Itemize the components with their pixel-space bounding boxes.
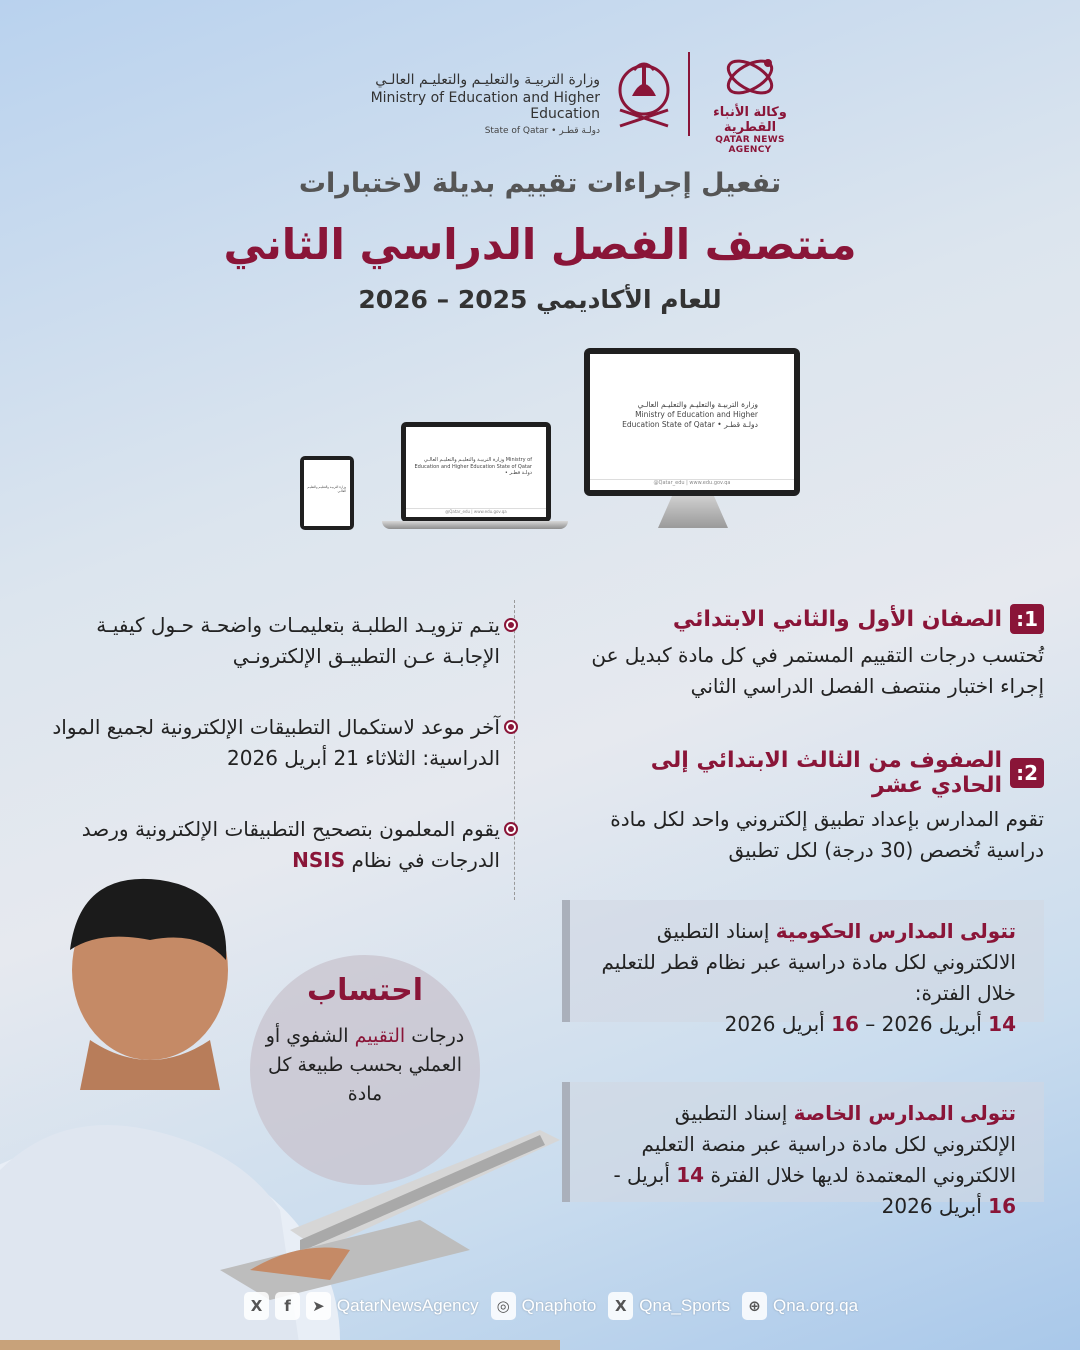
circle-pre: درجات [411, 1025, 465, 1047]
header [300, 48, 820, 155]
bullet-text-1: يتـم تزويـد الطلبـة بتعليمـات واضحـة حـول كيفيـة الإجابـة عـن التطبيـق الإلكترونـي [96, 613, 500, 668]
section-body-2: تقوم المدارس بإعداد تطبيق إلكتروني واحد لكل مادة دراسية تُخصص (30 درجة) لكل تطبيق [610, 807, 1044, 862]
tablet-screen-text: وزارة التربيـة والتعليـم والتعليـم العالـي [307, 485, 346, 493]
nsis-label: NSIS [292, 848, 346, 872]
box1-text: إسناد التطبيق الالكتروني لكل مادة دراسية عبر نظام قطر للتعليم خلال الفترة: [601, 919, 1016, 1005]
monitor-screen-bar: @Qatar_edu | www.edu.gov.qa [590, 479, 794, 488]
qna-logo-icon [720, 53, 780, 101]
x-icon[interactable]: X [608, 1292, 633, 1320]
section-title-1: الصفان الأول والثاني الابتدائي [672, 606, 1003, 632]
qna-name-ar: وكالة الأنباء القطرية [713, 105, 787, 135]
bullet-dot-icon [504, 720, 518, 734]
handle-qatarnewsagency[interactable]: QatarNewsAgency [336, 1296, 479, 1315]
section-grades-3-11 [574, 748, 1044, 866]
box1-day2: 16 [831, 1012, 859, 1036]
section-title-2: الصفوف من الثالث الابتدائي إلى الحادي عشر [650, 748, 1003, 798]
bullet-grading [50, 814, 500, 876]
private-schools-box [562, 1082, 1044, 1218]
instagram-icon[interactable]: ◎ [491, 1292, 516, 1320]
qna-name-en: QATAR NEWS AGENCY [715, 135, 785, 155]
circle-highlight: التقييم [354, 1025, 406, 1047]
bullet-dot-icon [504, 822, 518, 836]
box2-mid2: أبريل 2026 [881, 1194, 982, 1218]
box2-day2: 16 [988, 1194, 1016, 1218]
globe-icon[interactable]: ⊕ [742, 1292, 767, 1320]
monitor-illustration [584, 348, 800, 496]
handle-qna-sports[interactable]: Qna_Sports [639, 1296, 730, 1315]
column-divider [514, 600, 515, 900]
subtitle-top: تفعيل إجراءات تقييم بديلة لاختبارات [298, 168, 782, 199]
box1-mid2: أبريل 2026 [724, 1012, 825, 1036]
section-number-1: 1: [1010, 604, 1044, 634]
logo-divider [688, 52, 690, 136]
laptop-illustration [401, 422, 551, 522]
box2-text: إسناد التطبيق الإلكتروني لكل مادة دراسية عبر منصة التعليم الالكتروني المعتمدة لديها خلال الفترة [641, 1101, 1016, 1187]
box1-day1: 14 [988, 1012, 1016, 1036]
monitor-screen-text: وزارة التربيـة والتعليـم والتعليـم العالـي Ministry of Education and Higher Education State of Qatar • دولـة قطـر [622, 400, 758, 429]
box2-mid1: أبريل - [613, 1163, 670, 1187]
section-grades-1-2 [574, 604, 1044, 702]
circle-post: الشفوي أو العملي بحسب طبيعة كل مادة [265, 1025, 462, 1105]
website-link[interactable]: Qna.org.qa [772, 1296, 859, 1315]
handle-qnaphoto[interactable]: Qnaphoto [521, 1296, 597, 1315]
laptop-screen-bar: @Qatar_edu | www.edu.gov.qa [406, 508, 546, 515]
bullet-text-3: يقوم المعلمون بتصحيح التطبيقات الإلكترونية ورصد الدرجات في نظام [81, 817, 500, 872]
qatar-emblem-icon [612, 52, 676, 136]
social-footer [244, 1290, 864, 1322]
box1-highlight: المدارس الحكومية [775, 919, 954, 943]
bullet-text-2: آخر موعد لاستكمال التطبيقات الإلكترونية لجميع المواد الدراسية: الثلاثاء 21 أبريل 2026 [52, 715, 500, 770]
bullet-instructions [50, 610, 500, 672]
moe-name-en: Ministry of Education and Higher Education [370, 90, 600, 122]
box1-mid1: أبريل 2026 – [865, 1012, 982, 1036]
public-schools-box [562, 900, 1044, 1036]
box2-prefix: تتولى [960, 1101, 1016, 1125]
monitor-stand [658, 496, 728, 528]
tablet-illustration [300, 456, 354, 530]
facebook-icon[interactable]: f [275, 1292, 300, 1320]
oral-practical-circle [250, 955, 480, 1185]
academic-year: للعام الأكاديمي 2025 – 2026 [358, 285, 722, 314]
box1-prefix: تتولى [960, 919, 1016, 943]
moe-state: State of Qatar • دولـة قطـر [484, 126, 600, 136]
laptop-base [382, 521, 568, 529]
telegram-icon[interactable]: ➤ [306, 1292, 331, 1320]
box2-day1: 14 [676, 1163, 705, 1187]
box2-highlight: المدارس الخاصة [793, 1101, 954, 1125]
qna-logo [695, 53, 805, 155]
section-body-1: تُحتسب درجات التقييم المستمر في كل مادة كبديل عن إجراء اختبار منتصف الفصل الدراسي الثاني [591, 643, 1044, 698]
x-icon[interactable]: X [244, 1292, 269, 1320]
page-title: منتصف الفصل الدراسي الثاني [223, 220, 857, 269]
bullet-dot-icon [504, 618, 518, 632]
bullet-deadline [50, 712, 500, 774]
circle-title: احتساب [306, 973, 424, 1008]
laptop-screen-text: وزارة التربيـة والتعليـم والتعليـم العالـي Ministry of Education and Higher Education State of Qatar • دولـة قطـر [414, 457, 532, 476]
moe-name-ar: وزارة التربيـة والتعليـم والتعليـم العالـي [375, 72, 600, 88]
section-number-2: 2: [1010, 758, 1044, 788]
moe-wordmark [300, 72, 600, 136]
